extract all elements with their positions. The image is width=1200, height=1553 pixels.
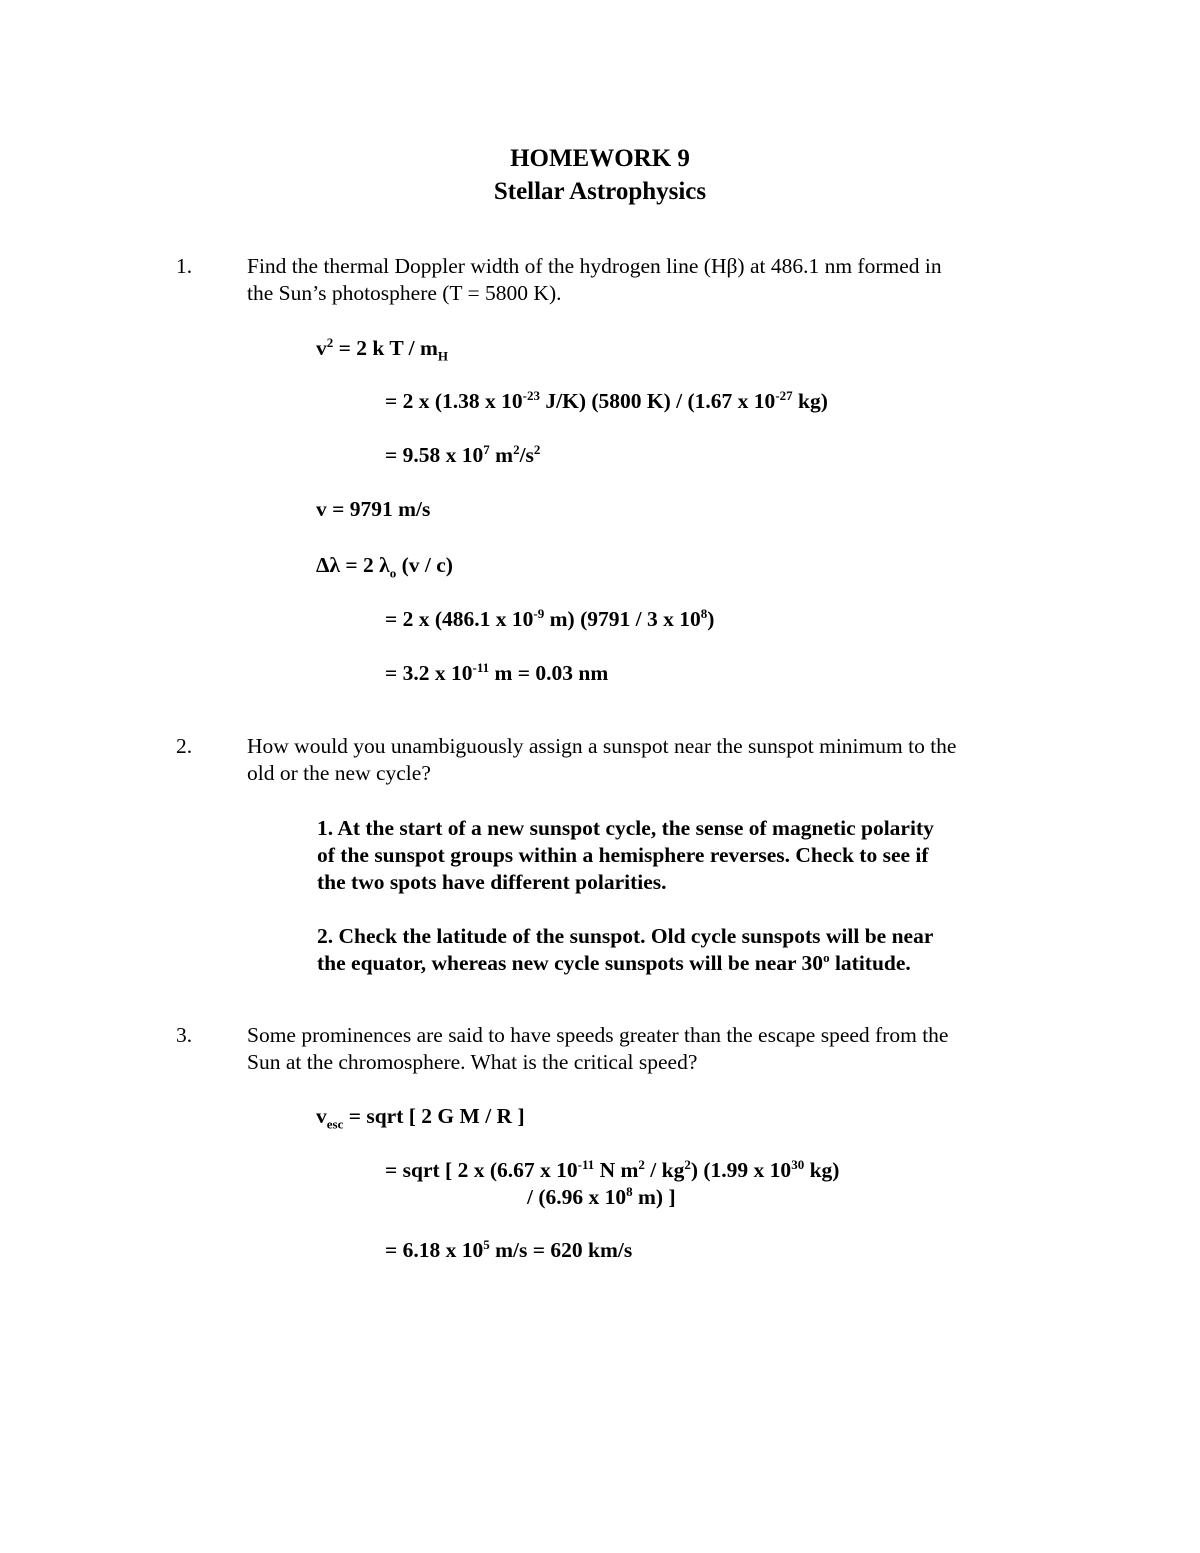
question-2-line-2: old or the new cycle? [247, 761, 431, 785]
question-3-line-1: Some prominences are said to have speeds greater than the escape speed from the [247, 1023, 949, 1047]
q2-answer-1-line-3: the two spots have different polarities. [317, 870, 667, 894]
q1-equation-3: = 9.58 x $10^7$ $m^2/s^2$ [385, 441, 541, 467]
q2-answer-2-line-1: 2. Check the latitude of the sunspot. Old cycle sunspots will be near [317, 924, 934, 948]
question-3-number: 3. [176, 1023, 193, 1047]
q1-equation-1: $v^2 = 2$ k T / $m_H$ [316, 334, 449, 364]
q3-equation-2-continued: / (6.96 x $10^8$ m) ] [527, 1183, 676, 1209]
q2-answer-1-line-1: 1. At the start of a new sunspot cycle, the sense of magnetic polarity [317, 816, 934, 840]
question-2-line-1: How would you unambiguously assign a sunspot near the sunspot minimum to the [247, 734, 957, 758]
q3-equation-3: = 6.18 x $10^5$ m/s = 620 km/s [385, 1236, 633, 1262]
question-1-line-1: Find the thermal Doppler width of the hydrogen line (Hβ) at 486.1 nm formed in [247, 254, 942, 278]
question-1-number: 1. [176, 254, 193, 278]
q1-equation-2: = 2 x (1.38 x $10^{-23}$ J/K) (5800 K) / (1.67 x $10^{-27}$ kg) [385, 387, 828, 413]
question-1-line-2: the Sun’s photosphere (T = 5800 K). [247, 281, 562, 305]
q1-equation-4: v = 9791 m/s [316, 497, 431, 521]
page-title: HOMEWORK 9 [510, 145, 690, 172]
page-subtitle: Stellar Astrophysics [493, 178, 707, 205]
question-2-number: 2. [176, 734, 193, 758]
question-3-line-2: Sun at the chromosphere. What is the critical speed? [247, 1050, 698, 1074]
q1-equation-5: Δλ = 2 $\lambda_o$ (v / c) [316, 553, 453, 581]
q3-equation-2: = sqrt [ 2 x (6.67 x $10^{-11}$ N $m^2 / kg^2$) (1.99 x $10^{30}$ kg) [385, 1156, 840, 1182]
q2-answer-2-line-2: the equator, whereas new cycle sunspots will be near 30$^o$ latitude. [317, 949, 911, 975]
q3-equation-1: $v_{esc}$ = sqrt [ 2 G M / R ] [316, 1104, 525, 1132]
q2-answer-1-line-2: of the sunspot groups within a hemisphere reverses. Check to see if [317, 843, 929, 867]
q1-equation-7: = 3.2 x $10^{-11}$ m = 0.03 nm [385, 659, 609, 685]
q1-equation-6: = 2 x (486.1 x $10^{-9}$ m) (9791 / 3 x $10^8$) [385, 605, 715, 631]
